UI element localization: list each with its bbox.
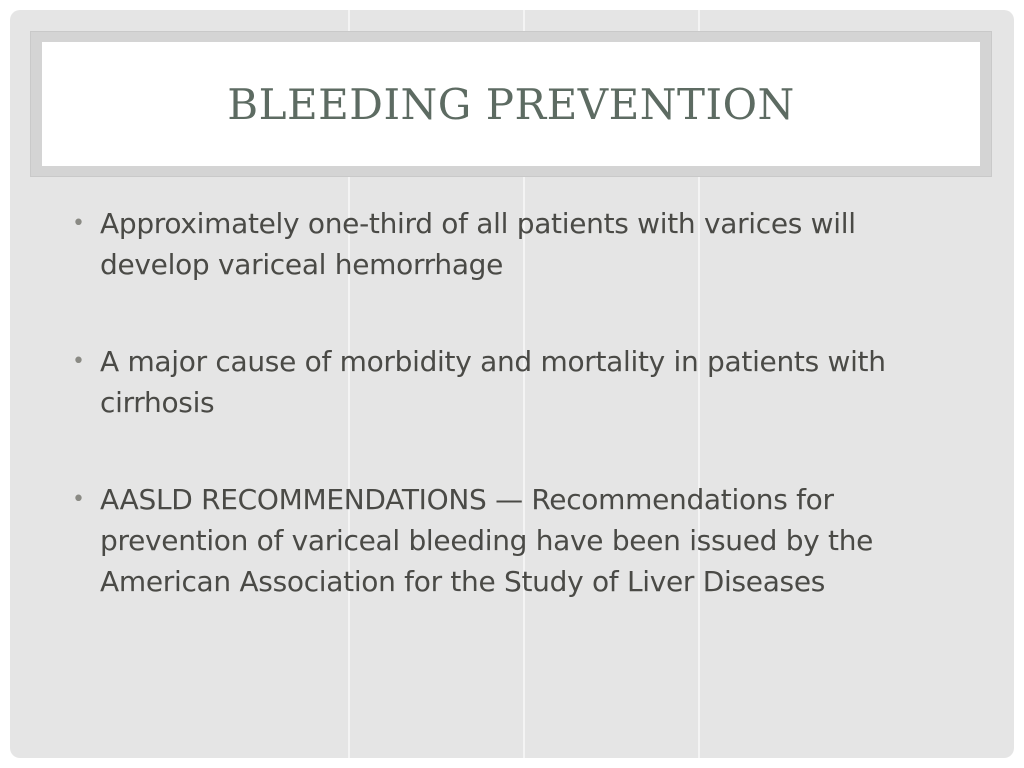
slide-title: BLEEDING PREVENTION bbox=[227, 79, 795, 129]
bullet-text: Approximately one-third of all patients with varices will develop variceal hemorrhage bbox=[100, 207, 856, 281]
bullet-item bbox=[70, 341, 970, 423]
bullet-list bbox=[70, 203, 970, 658]
bullet-item bbox=[70, 479, 970, 602]
bullet-item bbox=[70, 203, 970, 285]
slide bbox=[10, 10, 1014, 758]
bullet-dot-icon: • bbox=[72, 211, 85, 236]
title-box bbox=[42, 42, 980, 166]
bullet-dot-icon: • bbox=[72, 349, 85, 374]
bullet-text: AASLD RECOMMENDATIONS — Recommendations for prevention of variceal bleeding have been issued by the American Association for the Study of Liver Diseases bbox=[100, 483, 874, 598]
bullet-text: A major cause of morbidity and mortality in patients with cirrhosis bbox=[100, 345, 886, 419]
bullet-dot-icon: • bbox=[72, 487, 85, 512]
